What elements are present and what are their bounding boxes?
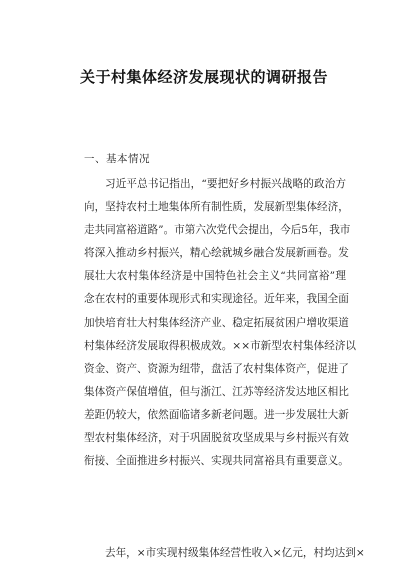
paragraph-line: 型农村集体经济，对于巩固脱贫攻坚成果与乡村振兴有效: [84, 432, 349, 445]
paragraph-line: 衔接、全面推进乡村振兴、实现共同富裕具有重要意义。: [84, 455, 349, 468]
paragraph-income: [84, 542, 365, 565]
paragraph-line: 去年，×市实现村级集体经营性收入×亿元，村均达到×: [105, 547, 365, 559]
paragraph-line: 展壮大农村集体经济是中国特色社会主义“共同富裕”理: [84, 270, 346, 283]
paragraph-line: 差距仍较大，依然面临诸多新老问题。进一步发展壮大新: [84, 408, 349, 421]
document-title: 关于村集体经济发展现状的调研报告: [79, 68, 328, 86]
paragraph-line: 向，坚持农村土地集体所有制性质，发展新型集体经济，: [84, 201, 349, 214]
paragraph-line: 习近平总书记指出，“要把好乡村振兴战略的政治方: [105, 178, 346, 190]
paragraph-line: 将深入推动乡村振兴，精心绘就城乡融合发展新画卷。发: [84, 247, 349, 260]
paragraph-line: 村集体经济发展取得积极成效。××市新型农村集体经济以: [84, 339, 357, 352]
paragraph-line: 加快培育壮大村集体经济产业、稳定拓展贫困户增收渠道: [84, 316, 349, 329]
paragraph-basic-situation: [84, 173, 357, 473]
paragraph-line: 资金、资产、资源为纽带，盘活了农村集体资产，促进了: [84, 362, 349, 375]
paragraph-line: 念在农村的重要体现形式和实现途径。近年来，我国全面: [84, 293, 349, 306]
paragraph-line: 集体资产保值增值，但与浙江、江苏等经济发达地区相比: [84, 385, 349, 398]
section-heading: 一、基本情况: [84, 153, 150, 165]
paragraph-line: 走共同富裕道路”。市第六次党代会提出，今后5年，我市: [84, 224, 351, 237]
